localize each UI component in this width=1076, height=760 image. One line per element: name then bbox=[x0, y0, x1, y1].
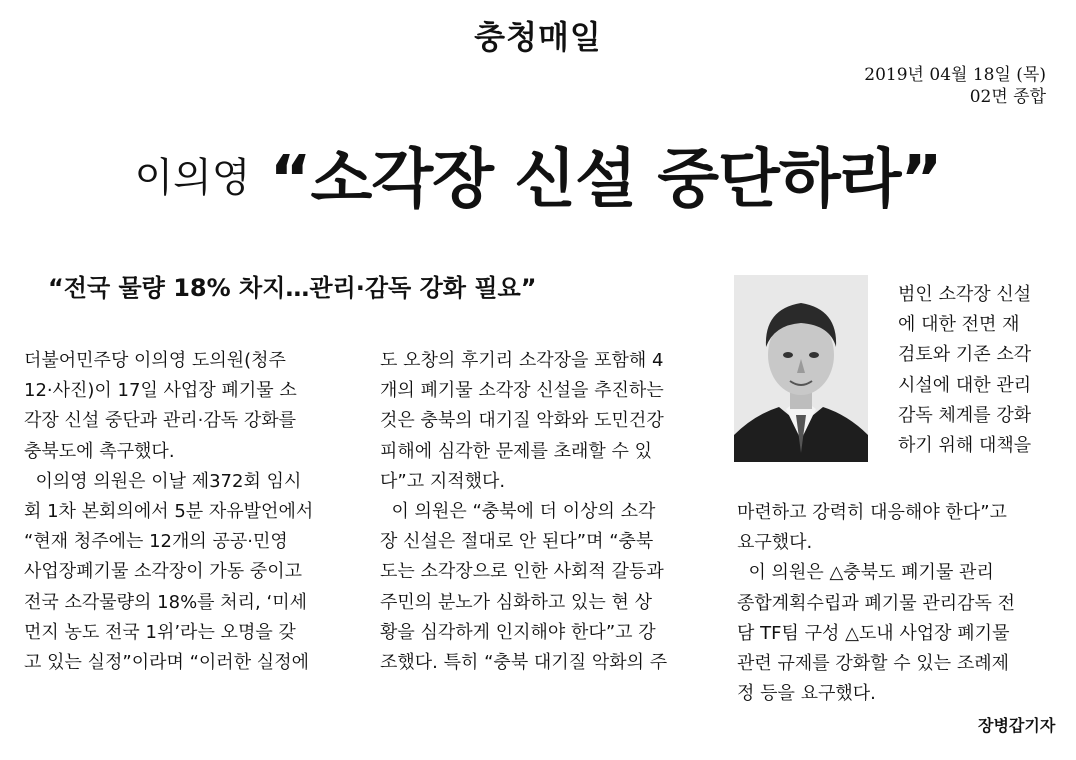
publication-date: 2019년 04월 18일 (목) bbox=[864, 65, 1046, 85]
article-line: 황을 심각하게 인지해야 한다”고 강 bbox=[380, 621, 656, 643]
article-line: 다”고 지적했다. bbox=[380, 470, 506, 492]
article-line: 도 오창의 후기리 소각장을 포함해 4 bbox=[380, 350, 664, 371]
article-line: 범인 소각장 신설 bbox=[898, 284, 1032, 305]
article-column-2 bbox=[380, 346, 700, 678]
article-line: 감독 체계를 강화 bbox=[898, 404, 1032, 426]
article-line: 이 의원은 △충북도 폐기물 관리 bbox=[737, 562, 994, 584]
article-line: 12·사진)이 17일 사업장 폐기물 소 bbox=[24, 380, 297, 402]
subheadline: “전국 물량 18% 차지…관리·감독 강화 필요” bbox=[48, 274, 537, 302]
article-line: 관련 규제를 강화할 수 있는 조례제 bbox=[737, 653, 1010, 675]
article-line: 시설에 대한 관리 bbox=[898, 374, 1032, 396]
article-line: 마련하고 강력히 대응해야 한다”고 bbox=[737, 502, 1007, 523]
article-line: 정 등을 요구했다. bbox=[737, 683, 876, 705]
article-line: 도는 소각장으로 인한 사회적 갈등과 bbox=[380, 561, 664, 583]
article-line: “현재 청주에는 12개의 공공·민영 bbox=[24, 531, 288, 553]
article-line: 이의영 의원은 이날 제372회 임시 bbox=[24, 470, 302, 492]
article-line: 고 있는 실정”이라며 “이러한 실정에 bbox=[24, 652, 309, 674]
article-line: 전국 소각물량의 18%를 처리, ‘미세 bbox=[24, 591, 307, 613]
article-line: 요구했다. bbox=[737, 532, 813, 554]
article-line: 먼지 농도 전국 1위’라는 오명을 갖 bbox=[24, 621, 296, 643]
dateline bbox=[864, 64, 1046, 108]
reporter-byline: 장병갑기자 bbox=[978, 716, 1056, 735]
headline-quote: “소각장 신설 중단하라” bbox=[269, 143, 942, 217]
newspaper-masthead: 충청매일 bbox=[474, 18, 602, 56]
portrait-icon bbox=[734, 275, 868, 462]
article-column-3 bbox=[737, 498, 1057, 709]
headline-name: 이의영 bbox=[134, 154, 251, 201]
article-line: 사업장폐기물 소각장이 가동 중이고 bbox=[24, 561, 302, 583]
article-line: 것은 충북의 대기질 악화와 도민건강 bbox=[380, 410, 664, 432]
article-line: 피해에 심각한 문제를 초래할 수 있 bbox=[380, 440, 653, 462]
article-column-3-top bbox=[898, 280, 1058, 461]
page-section: 02면 종합 bbox=[969, 87, 1046, 107]
article-line: 조했다. 특히 “충북 대기질 악화의 주 bbox=[380, 652, 668, 674]
article-line: 장 신설은 절대로 안 된다”며 “충북 bbox=[380, 531, 654, 553]
article-line: 더불어민주당 이의영 도의원(청주 bbox=[24, 350, 286, 371]
article-line: 각장 신설 중단과 관리·감독 강화를 bbox=[24, 410, 297, 432]
portrait-photo bbox=[734, 275, 868, 462]
article-column-1 bbox=[24, 346, 342, 678]
article-line: 종합계획수립과 폐기물 관리감독 전 bbox=[737, 592, 1015, 614]
article-line: 주민의 분노가 심화하고 있는 현 상 bbox=[380, 591, 653, 613]
article-line: 이 의원은 “충북에 더 이상의 소각 bbox=[380, 501, 656, 523]
headline bbox=[0, 128, 1076, 220]
article-line: 하기 위해 대책을 bbox=[898, 435, 1032, 457]
article-line: 회 1차 본회의에서 5분 자유발언에서 bbox=[24, 501, 314, 523]
article-line: 에 대한 전면 재 bbox=[898, 314, 1020, 336]
article-line: 개의 폐기물 소각장 신설을 추진하는 bbox=[380, 380, 664, 402]
article-line: 충북도에 촉구했다. bbox=[24, 440, 175, 462]
article-line: 검토와 기존 소각 bbox=[898, 344, 1032, 366]
article-line: 담 TF팀 구성 △도내 사업장 폐기물 bbox=[737, 622, 1010, 644]
